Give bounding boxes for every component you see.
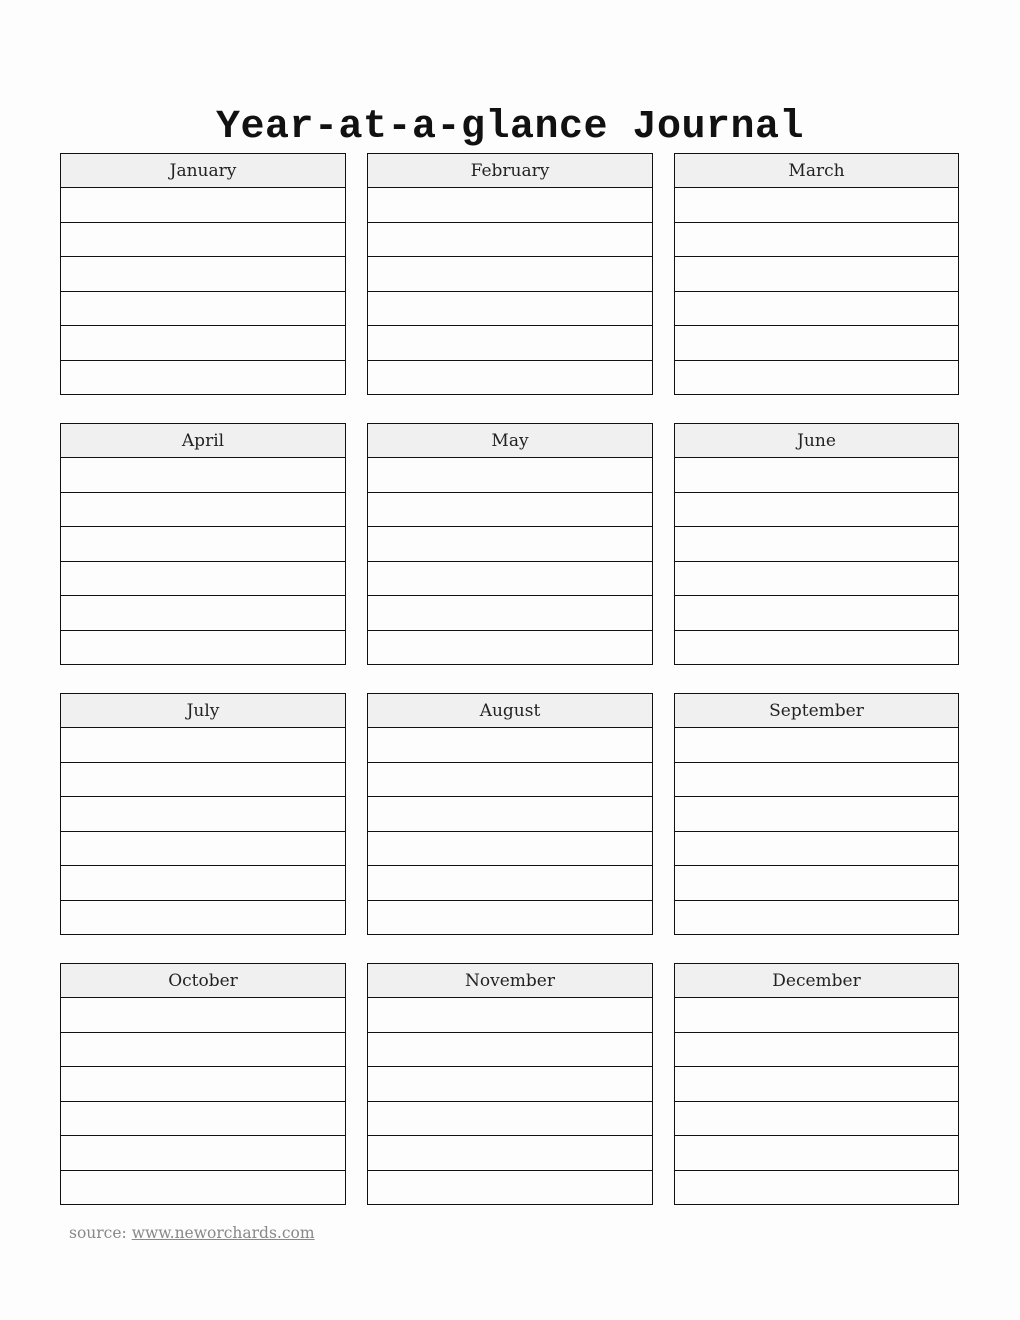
journal-line[interactable] [368,596,652,631]
source-link[interactable]: www.neworchards.com [131,1224,315,1242]
month-table-may [367,423,653,665]
month-header: August [368,694,652,728]
journal-line[interactable] [61,493,345,528]
journal-line[interactable] [675,223,958,258]
journal-line[interactable] [368,1102,652,1137]
month-header: November [368,964,652,998]
journal-line[interactable] [61,797,345,832]
month-table-march [674,153,959,395]
journal-line[interactable] [61,832,345,867]
journal-line[interactable] [675,188,958,223]
journal-line[interactable] [61,763,345,798]
journal-line[interactable] [368,562,652,597]
month-header: April [61,424,345,458]
source-label: source: [69,1224,132,1242]
journal-line[interactable] [368,527,652,562]
journal-line[interactable] [368,763,652,798]
journal-line[interactable] [368,188,652,223]
month-table-september [674,693,959,935]
journal-line[interactable] [675,257,958,292]
journal-line[interactable] [61,728,345,763]
journal-line[interactable] [675,631,958,665]
month-table-june [674,423,959,665]
journal-line[interactable] [61,458,345,493]
journal-line[interactable] [368,1067,652,1102]
journal-line[interactable] [675,763,958,798]
journal-line[interactable] [675,998,958,1033]
journal-line[interactable] [368,998,652,1033]
month-header: July [61,694,345,728]
page-title: Year-at-a-glance Journal [215,104,805,150]
journal-line[interactable] [368,223,652,258]
journal-line[interactable] [675,527,958,562]
journal-line[interactable] [368,1171,652,1205]
journal-line[interactable] [61,866,345,901]
journal-line[interactable] [61,1033,345,1068]
journal-line[interactable] [61,998,345,1033]
journal-line[interactable] [368,797,652,832]
month-header: December [675,964,958,998]
month-header: February [368,154,652,188]
month-table-january [60,153,346,395]
journal-line[interactable] [675,797,958,832]
journal-line[interactable] [61,1067,345,1102]
month-table-october [60,963,346,1205]
month-header: January [61,154,345,188]
journal-line[interactable] [61,596,345,631]
month-table-december [674,963,959,1205]
journal-line[interactable] [368,728,652,763]
journal-line[interactable] [368,326,652,361]
journal-line[interactable] [368,458,652,493]
journal-line[interactable] [675,832,958,867]
journal-line[interactable] [368,866,652,901]
journal-line[interactable] [61,326,345,361]
journal-line[interactable] [675,866,958,901]
journal-line[interactable] [675,361,958,395]
journal-line[interactable] [675,1033,958,1068]
journal-line[interactable] [675,493,958,528]
journal-line[interactable] [61,257,345,292]
journal-line[interactable] [675,1136,958,1171]
journal-line[interactable] [61,361,345,395]
journal-line[interactable] [61,901,345,935]
journal-line[interactable] [368,631,652,665]
journal-line[interactable] [368,493,652,528]
journal-line[interactable] [675,596,958,631]
journal-line[interactable] [61,1136,345,1171]
journal-line[interactable] [675,1067,958,1102]
journal-line[interactable] [675,728,958,763]
month-header: March [675,154,958,188]
journal-line[interactable] [61,562,345,597]
journal-line[interactable] [368,361,652,395]
journal-line[interactable] [368,292,652,327]
journal-line[interactable] [61,631,345,665]
journal-line[interactable] [368,901,652,935]
month-header: June [675,424,958,458]
journal-line[interactable] [368,1136,652,1171]
journal-line[interactable] [675,292,958,327]
month-table-august [367,693,653,935]
journal-line[interactable] [675,458,958,493]
journal-line[interactable] [61,223,345,258]
month-table-july [60,693,346,935]
journal-line[interactable] [675,1102,958,1137]
journal-line[interactable] [61,1102,345,1137]
journal-line[interactable] [368,1033,652,1068]
month-header: October [61,964,345,998]
month-table-february [367,153,653,395]
months-grid [60,153,960,1205]
journal-line[interactable] [61,527,345,562]
journal-line[interactable] [61,1171,345,1205]
source-footer [69,1224,315,1242]
journal-line[interactable] [61,292,345,327]
month-table-april [60,423,346,665]
journal-line[interactable] [675,326,958,361]
journal-line[interactable] [675,1171,958,1205]
journal-line[interactable] [61,188,345,223]
journal-line[interactable] [675,562,958,597]
journal-line[interactable] [368,257,652,292]
month-table-november [367,963,653,1205]
journal-line[interactable] [675,901,958,935]
journal-line[interactable] [368,832,652,867]
month-header: May [368,424,652,458]
month-header: September [675,694,958,728]
